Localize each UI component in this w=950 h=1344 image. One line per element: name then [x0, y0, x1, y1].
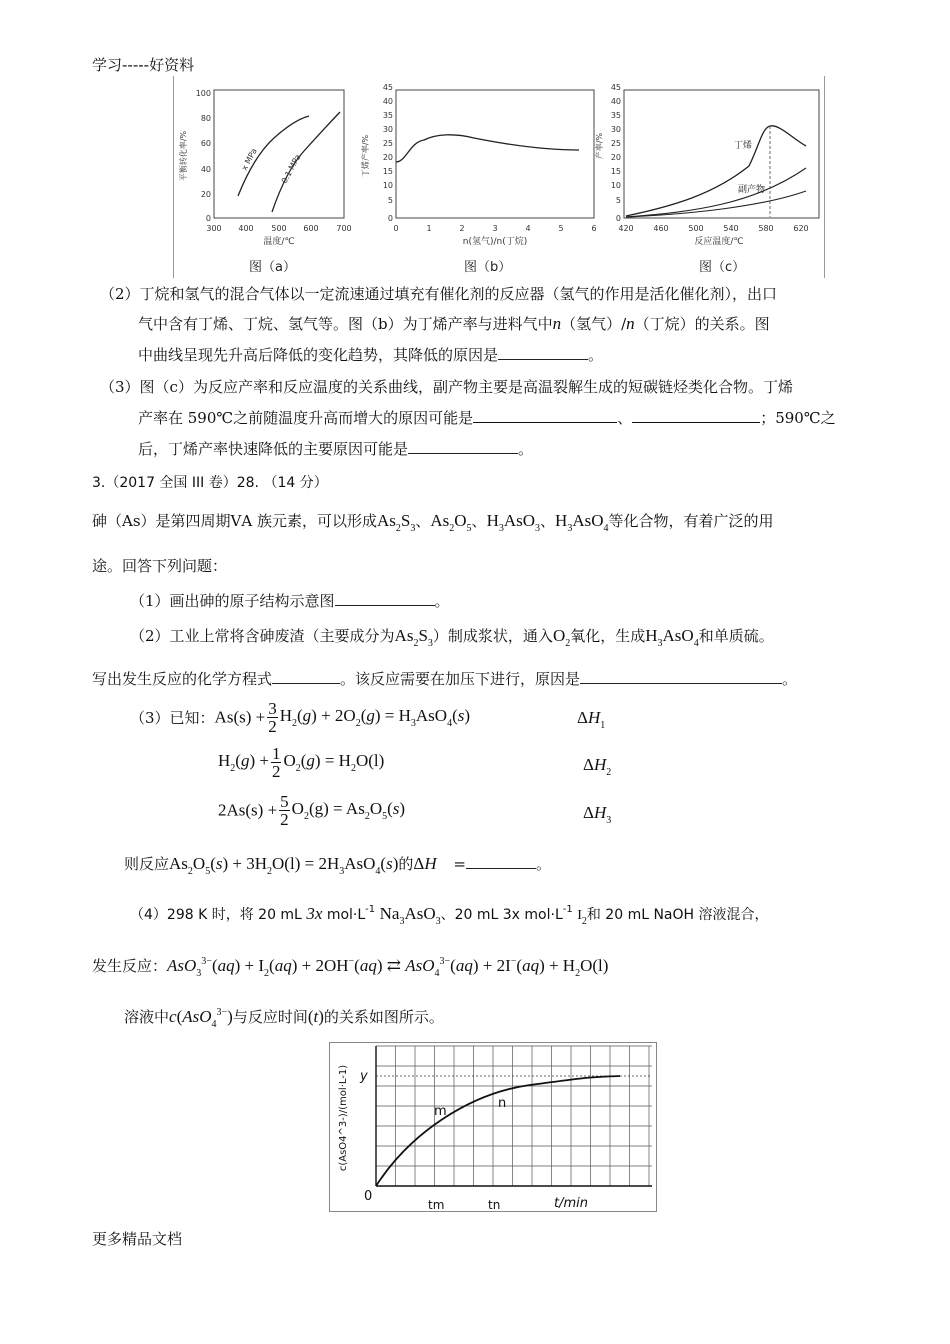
x-axis-label: t/min: [554, 1196, 588, 1211]
fig-b-ylabel: 丁烯产率/%: [361, 134, 370, 178]
fig-a-xtick: 300: [206, 224, 222, 233]
fig-b-curve: [396, 135, 579, 162]
answer-blank[interactable]: [473, 408, 617, 423]
fig-c-curve-label: 丁烯: [734, 141, 753, 151]
fig-b-xtick: 6: [591, 224, 597, 233]
answer-blank[interactable]: [335, 591, 435, 606]
fig-a-caption: 图（a）: [249, 260, 296, 275]
answer-blank[interactable]: [272, 669, 340, 684]
prev-q2-number: （2）: [100, 285, 140, 303]
fig-c-xtick: 540: [723, 224, 739, 233]
fig-a-xtick: 500: [271, 224, 287, 233]
section3-title: 3.（2017 全国 III 卷）28. （14 分）: [92, 475, 328, 491]
prev-q3-line1: （3）图（c）为反应产率和反应温度的关系曲线，副产物主要是高温裂解生成的短碳链烃类化合物。丁烯: [100, 378, 793, 396]
fig-c-ylabel: 产率/%: [595, 132, 604, 160]
s3-q4-line2: 发生反应：$AsO_3^{3-}(aq) + I_2(aq) + 2OH^-(aq)$ ⇄ $AsO_4^{3-}(aq) + 2I^-(aq) + H_2O(l)$: [92, 956, 609, 979]
origin-label: 0: [364, 1189, 373, 1204]
figure-a: [178, 89, 352, 275]
compound-h3aso3: $H_3AsO_3$: [486, 511, 541, 534]
page-footer: 更多精品文档: [92, 1230, 183, 1248]
answer-blank[interactable]: [408, 439, 518, 454]
s3-q4-line3: 溶液中c(AsO$_4^{3-}$)与反应时间(t)的关系如图所示。: [124, 1007, 444, 1030]
answer-blank[interactable]: [466, 854, 536, 869]
fig-a-ytick: 60: [200, 139, 211, 148]
fig-b-xtick: 5: [558, 224, 564, 233]
figure-a-y-ticks: [196, 89, 211, 223]
fig-c-caption: 图（c）: [699, 260, 746, 275]
point-m-label: m: [434, 1104, 447, 1119]
fig-c-curve-label: 副产物: [738, 185, 766, 195]
compound-h3aso4: $H_3AsO_4$: [555, 511, 609, 534]
figure-b-x-ticks: [393, 224, 596, 233]
fig-c-xtick: 620: [793, 224, 809, 233]
fig-a-xtick: 400: [238, 224, 254, 233]
figure-c-x-ticks: [618, 224, 808, 233]
fig-b-ytick: 20: [382, 153, 393, 162]
fig-b-xtick: 2: [459, 224, 465, 233]
fig-c-ytick: 30: [610, 125, 621, 134]
prev-q2-text: 丁烷和氢气的混合气体以一定流速通过填充有催化剂的反应器（氢气的作用是活化催化剂），出口: [139, 285, 778, 303]
s3-q3-eq2: $H_2(g)$ + $\frac{1}{2}$ $O_2(g) = H_2O(l)$: [218, 744, 385, 781]
fig-c-curve-byproduct-2: [626, 191, 806, 217]
fig-b-ytick: 40: [382, 97, 393, 106]
point-n-label: n: [498, 1096, 507, 1111]
fig-c-ytick: 45: [610, 83, 621, 92]
fig-c-ytick: 5: [615, 196, 621, 205]
fig-c-ytick: 20: [610, 153, 621, 162]
fig-a-curve-label: x MPa: [239, 146, 259, 172]
prev-q3-line2: 产率在 590℃之前随温度升高而增大的原因可能是 、 ；590℃之: [138, 409, 836, 427]
fig-c-xtick: 500: [688, 224, 704, 233]
fig-a-ytick: 80: [200, 114, 211, 123]
concentration-chart: [329, 1042, 657, 1212]
s3-q1: （1）画出砷的原子结构示意图 。: [130, 592, 450, 610]
fig-a-ytick: 100: [195, 89, 211, 98]
fig-c-ytick: 35: [610, 111, 621, 120]
concentration-curve: [376, 1076, 620, 1186]
fig-c-xlabel: 反应温度/℃: [694, 237, 744, 247]
compound-as2o5: $As_2O_5$: [430, 511, 472, 534]
s3-q3-then: 则反应$As_2O_5(s) + 3H_2O(l) = 2H_3AsO_4(s)$的ΔH = 。: [124, 854, 551, 877]
s3-q2-line1: （2）工业上常将含砷废渣（主要成分为$As_2S_3$）制成浆状，通入$O_2$氧化，生成$H_3AsO_4$和单质硫。: [130, 626, 774, 649]
fig-c-ytick: 40: [610, 97, 621, 106]
concentration-chart-svg: [330, 1043, 656, 1211]
fig-b-ytick: 30: [382, 125, 393, 134]
fraction-3-2: $\frac{3}{2}$: [268, 699, 277, 736]
figure-b-y-ticks: [383, 83, 393, 223]
fig-b-xlabel: n(氢气)/n(丁烷): [462, 237, 528, 247]
fig-a-xtick: 700: [336, 224, 352, 233]
fig-a-ytick: 40: [200, 165, 211, 174]
fig-a-curve-2: [272, 112, 340, 212]
top-figures-svg: [174, 76, 824, 278]
page-header: 学习-----好资料: [92, 56, 195, 74]
fig-b-ytick: 15: [382, 167, 393, 176]
fig-b-xtick: 3: [492, 224, 498, 233]
fig-b-ytick: 45: [382, 83, 393, 92]
dh1: $\Delta H_1$: [577, 708, 606, 731]
fig-b-ytick: 0: [387, 214, 393, 223]
answer-blank[interactable]: [498, 345, 588, 360]
section3-intro-2: 途。回答下列问题：: [92, 557, 228, 575]
figure-a-x-ticks: [206, 224, 351, 233]
tm-label: tm: [428, 1198, 445, 1211]
figure-b: [360, 83, 597, 275]
fig-b-caption: 图（b）: [464, 260, 512, 275]
fig-b-xtick: 0: [393, 224, 399, 233]
fig-b-xtick: 1: [426, 224, 432, 233]
s3-q2-line2: 写出发生反应的化学方程式 。该反应需要在加压下进行，原因是 。: [92, 670, 798, 688]
fig-b-ytick: 35: [382, 111, 393, 120]
reaction-equation: $AsO_3^{3-}(aq) + I_2(aq) + 2OH^-(aq)$ ⇄ $AsO_4^{3-}(aq) + 2I^-(aq) + H_2O(l)$: [167, 956, 609, 979]
prev-q2-line1: [100, 283, 777, 304]
fig-c-ytick: 25: [610, 139, 621, 148]
prev-q3-line3: 后，丁烯产率快速降低的主要原因可能是 。: [138, 440, 534, 458]
fig-b-ytick: 10: [382, 181, 393, 190]
s3-q3-eq3: 2As(s) + $\frac{5}{2}$ $O_2(g) = As_2O_5(s)$: [218, 792, 406, 829]
y-mark-label: y: [360, 1069, 368, 1084]
fig-c-curve-butene: [626, 126, 806, 216]
prev-q2-line3: 中曲线呈现先升高后降低的变化趋势，其降低的原因是 。: [138, 346, 604, 364]
fig-c-ytick: 10: [610, 181, 621, 190]
fig-c-ytick: 15: [610, 167, 621, 176]
tn-label: tn: [488, 1198, 501, 1211]
figure-c: [594, 83, 819, 275]
fig-c-xtick: 460: [653, 224, 669, 233]
fig-b-ytick: 25: [382, 139, 393, 148]
dh3: $\Delta H_3$: [583, 803, 612, 826]
fraction-5-2: $\frac{5}{2}$: [280, 792, 289, 829]
fig-c-xtick: 580: [758, 224, 774, 233]
fraction-1-2: $\frac{1}{2}$: [271, 744, 281, 781]
fig-b-ytick: 5: [387, 196, 393, 205]
s3-q4-line1: （4）298 K 时，将 20 mL 3x $mol\cdot L^{-1}$ $Na_3AsO_3$、20 mL 3x $mol\cdot L^{-1}$ $I_2$和 20 mL NaOH 溶液混合，: [130, 904, 769, 927]
fig-a-ytick: 0: [205, 214, 211, 223]
fig-b-xtick: 4: [525, 224, 531, 233]
fig-a-ytick: 20: [200, 190, 211, 199]
answer-blank[interactable]: [580, 669, 782, 684]
fig-a-xlabel: 温度/℃: [263, 237, 295, 247]
top-figures: [173, 76, 825, 278]
answer-blank[interactable]: [632, 408, 760, 423]
prev-q2-line2: 气中含有丁烯、丁烷、氢气等。图（b）为丁烯产率与进料气中n（氢气）/n（丁烷）的关系。图: [138, 314, 770, 333]
section3-intro: 砷（As）是第四周期ⅤA 族元素，可以形成$As_2S_3$、$As_2O_5$、$H_3AsO_3$、$H_3AsO_4$等化合物，有着广泛的用: [92, 511, 774, 534]
fig-c-ytick: 0: [615, 214, 621, 223]
compound-as2s3: $As_2S_3$: [376, 511, 416, 534]
y-axis-label: c(AsO4^3-)/(mol·L-1): [338, 1064, 349, 1172]
fig-a-xtick: 600: [303, 224, 319, 233]
fig-c-xtick: 420: [618, 224, 634, 233]
fig-a-ylabel: 平衡转化率/%: [179, 130, 188, 182]
dh2: $\Delta H_2$: [583, 755, 612, 778]
figure-c-y-ticks: [611, 83, 621, 223]
fig-a-curve-label: 0.1 MPa: [279, 152, 303, 185]
s3-q3-eq1: （3）已知：As(s) + $\frac{3}{2}$ $H_2(g) + 2O_2(g) = H_3AsO_4(s)$: [130, 699, 471, 736]
